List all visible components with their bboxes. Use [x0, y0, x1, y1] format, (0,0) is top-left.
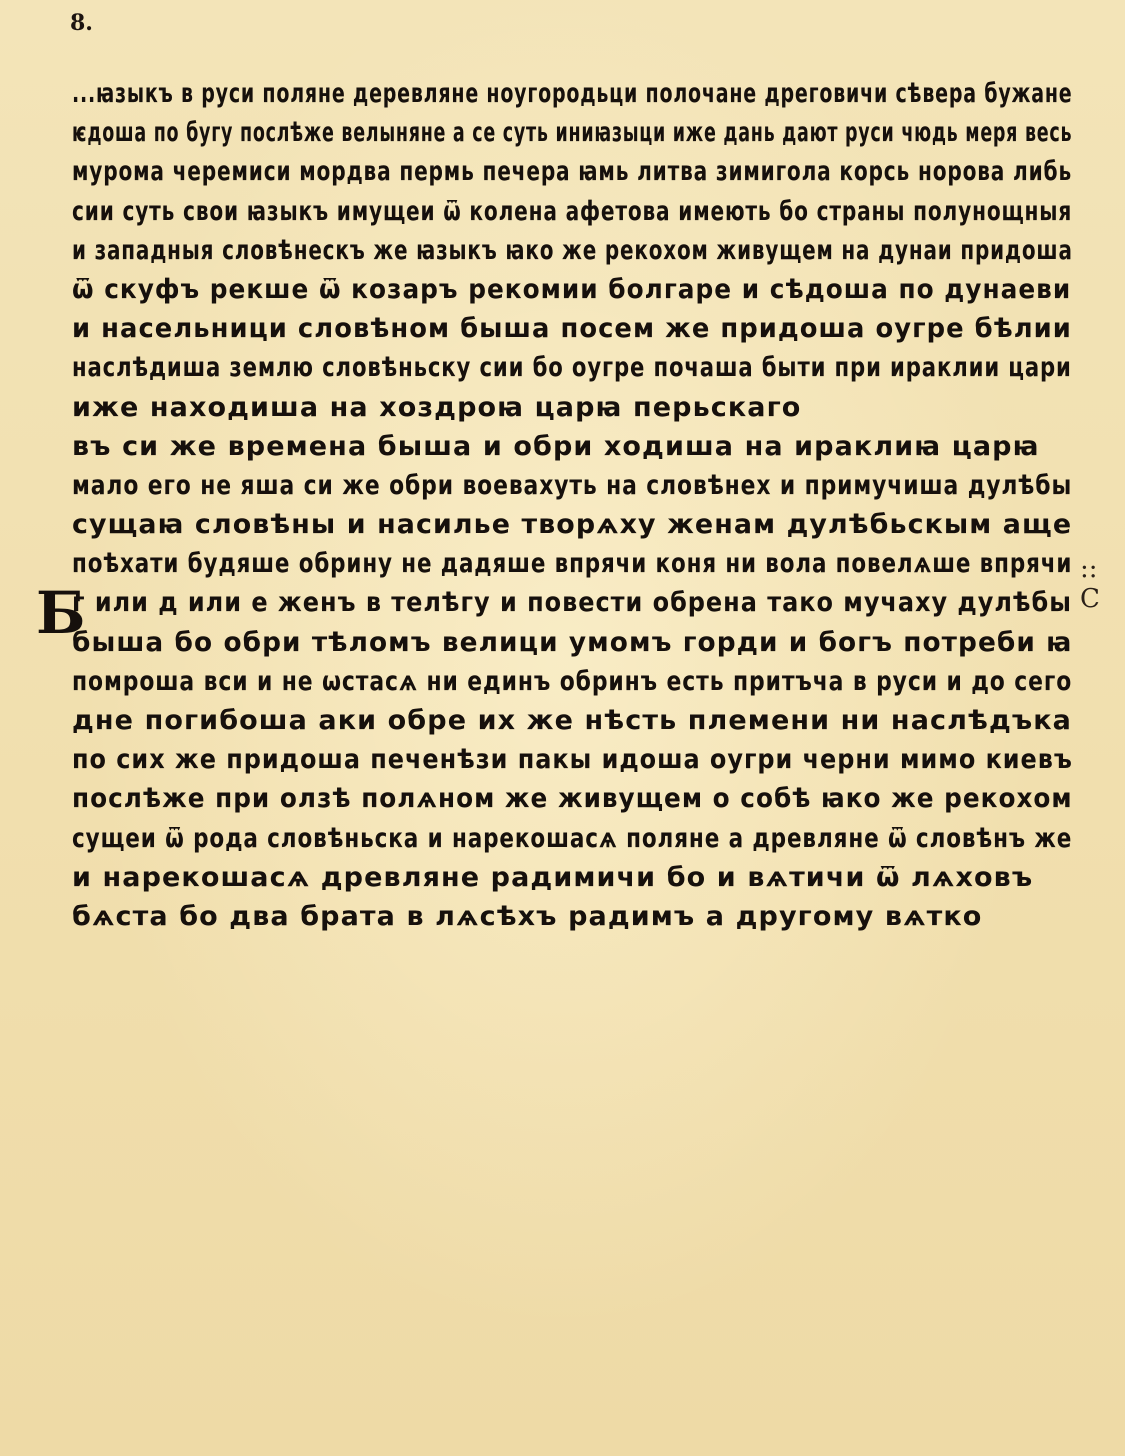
page-number: 8.	[70, 10, 93, 36]
manuscript-line: послѣже при олзѣ полѧном же живущем о собѣ ꙗко же рекохом	[72, 783, 1073, 815]
manuscript-line: ѿ скуфъ рекше ѿ козаръ рекомии болгаре и сѣдоша по дунаеви	[72, 273, 1072, 305]
manuscript-line: и насельници словѣном быша посем же придоша оугре бѣлии	[72, 313, 1072, 345]
manuscript-line: и нарекошасѧ древляне радимичи бо и вѧтичи ѿ лѧховъ	[72, 861, 1034, 893]
manuscript-line: дне погибоша аки обре их же нѣсть племени ни наслѣдъка	[72, 705, 1072, 736]
manuscript-line: по сих же придоша печенѣзи пакы идоша оугри черни мимо киевъ	[72, 744, 1073, 776]
manuscript-line: мурома черемиси мордва пермь печера ꙗмь литва зимигола корсь норова либь	[72, 156, 1073, 188]
manuscript-line: быша бо обри тѣломъ велици умомъ горди и богъ потреби ꙗ	[72, 626, 1073, 658]
manuscript-line: наслѣдиша землю словѣньску сии бо оугре почаша быти при ираклии цари	[72, 352, 1072, 384]
manuscript-line: г или д или е женъ в телѣгу и повести обрена тако мучаху дулѣбы	[72, 587, 1072, 619]
manuscript-line: сущеи ѿ рода словѣньска и нарекошасѧ поляне а древляне ѿ словѣнъ же	[72, 822, 1073, 854]
manuscript-line: бѧста бо два брата в лѧсѣхъ радимъ а другому вѧтко	[72, 900, 983, 932]
manuscript-line: ...ꙗзыкъ в руси поляне деревляне ноугородьци полочане дреговичи сѣвера бужане	[72, 78, 1073, 109]
manuscript-line: иже находиша на хоздроꙗ царꙗ перьскаго	[72, 391, 802, 423]
manuscript-text-block	[72, 74, 1072, 936]
manuscript-line: и западныя словѣнескъ же ꙗзыкъ ꙗко же рекохом живущем на дунаи придоша	[72, 234, 1073, 266]
manuscript-line: мало его не яша си же обри воевахуть на словѣнех и примучиша дулѣбы	[72, 469, 1073, 501]
margin-mark: :: С	[1080, 554, 1100, 614]
manuscript-line: поѣхати будяше обрину не дадяше впрячи коня ни вола повелѧше впрячи	[72, 548, 1073, 580]
decorated-initial-letter: Б	[36, 579, 86, 647]
manuscript-line: сии суть свои ꙗзыкъ имущеи ѿ колена афетова имеють бо страны полунощныя	[72, 195, 1073, 227]
manuscript-line: ѥдоша по бугу послѣже велыняне а се суть иниꙗзыци иже дань дают руси чюдь меря весь	[72, 117, 1073, 149]
manuscript-line: сущаꙗ словѣны и насилье творѧху женам дулѣбьскым аще	[72, 509, 1073, 541]
manuscript-line: помроша вси и не ѡстасѧ ни единъ обринъ есть притъча в руси и до сего	[72, 665, 1073, 697]
manuscript-line: въ си же времена быша и обри ходиша на ираклиꙗ царꙗ	[72, 430, 1040, 462]
